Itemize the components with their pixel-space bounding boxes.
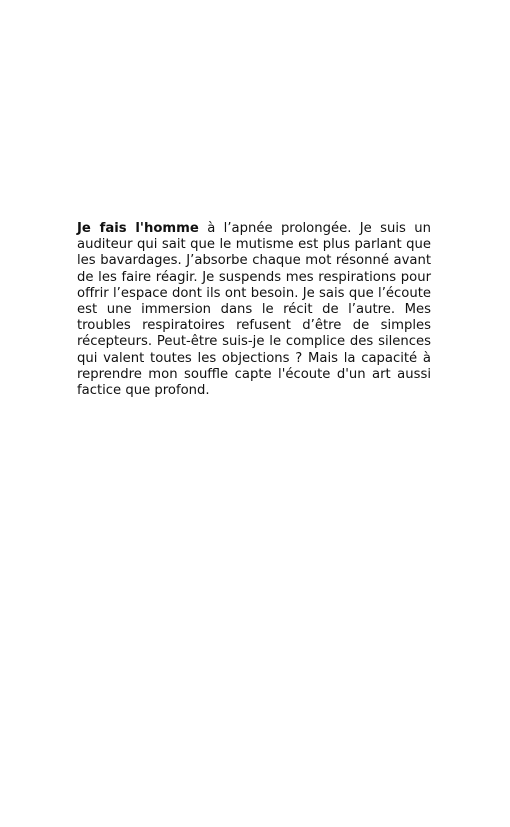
paragraph-body: à l’apnée prolongée. Je suis un auditeur qui sait que le mutisme est plus parlant que les bavardages. J’absorbe chaque mot résonné avant de les faire réagir. Je suspends mes respirations pour offrir l’espace dont ils ont besoin. Je sais que l’écoute est une immersion dans le récit de l’autre. Mes troubles respiratoires refusent d’être de simples récepteurs. Peut-être suis-je le complice des silences qui valent toutes les objections ? Mais la capacité à reprendre mon souffle capte l'écoute d'un art aussi factice que profond. <box>77 221 431 399</box>
paragraph-lead: Je fais l'homme <box>77 221 199 236</box>
body-paragraph <box>77 221 431 399</box>
